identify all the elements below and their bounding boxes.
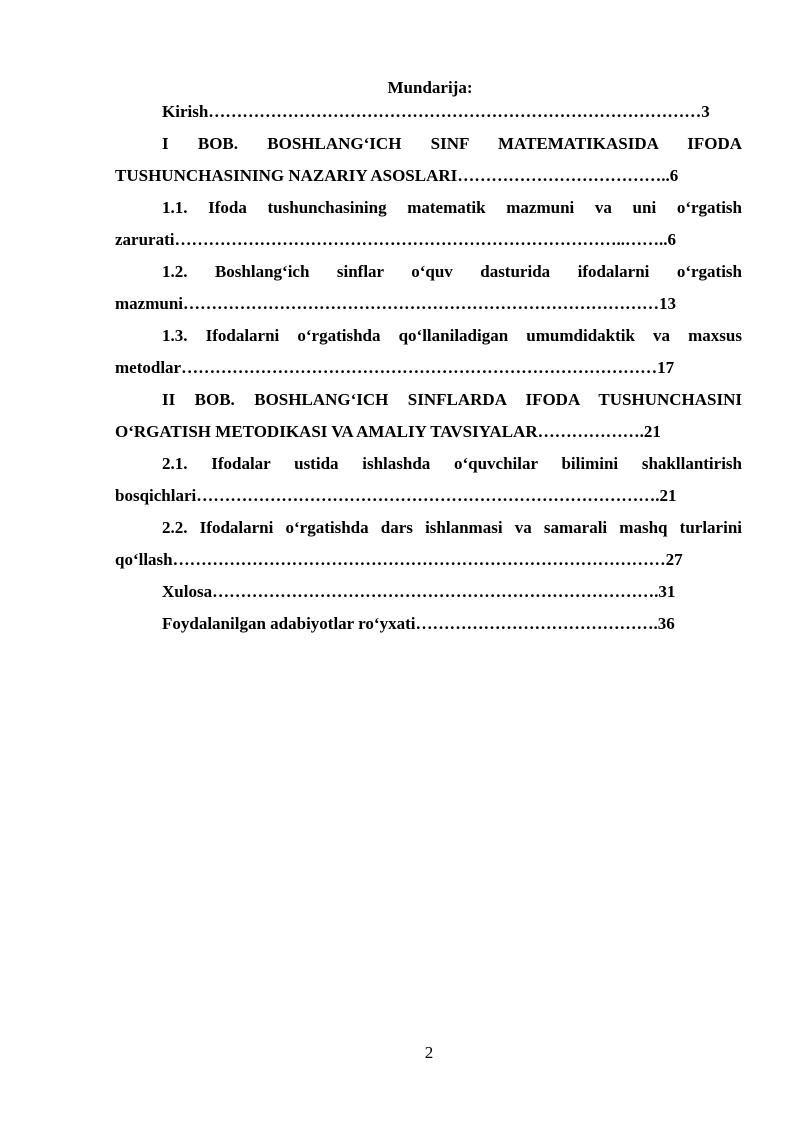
page-number: 2 [424, 1043, 434, 1062]
toc-entry-section-2-2: 2.2. Ifodalarni o‘rgatishda dars ishlanmasi va samarali mashq turlarini qo‘llash……………………………………………………………………………27 [115, 518, 742, 569]
toc-entry-chapter-2: II BOB. BOSHLANG‘ICH SINFLARDA IFODA TUSHUNCHASINI O‘RGATISH METODIKASI VA AMALIY TAVSIYALAR……………….21 [115, 390, 742, 441]
toc-entry-xulosa: Xulosa…………………………………………………………………….31 [162, 582, 676, 601]
toc-entry-section-1-1: 1.1. Ifoda tushunchasining matematik mazmuni va uni o‘rgatish zarurati……………………………………………………………………..……..6 [115, 198, 742, 249]
toc-entry-section-1-2: 1.2. Boshlang‘ich sinflar o‘quv dasturida ifodalarni o‘rgatish mazmuni…………………………………………………………………………13 [115, 262, 742, 313]
toc-entry-section-1-3: 1.3. Ifodalarni o‘rgatishda qo‘llaniladigan umumdidaktik va maxsus metodlar…………………………………………………………………………17 [115, 326, 742, 377]
table-of-contents [115, 96, 742, 640]
toc-entry-kirish: Kirish……………………………………………………………………………3 [162, 102, 710, 121]
toc-entry-adabiyotlar: Foydalanilgan adabiyotlar ro‘yxati…………………………………….36 [162, 614, 675, 633]
toc-entry-chapter-1: I BOB. BOSHLANG‘ICH SINF MATEMATIKASIDA IFODA TUSHUNCHASINING NAZARIY ASOSLARI………………………………..6 [115, 134, 742, 185]
toc-entry-section-2-1: 2.1. Ifodalar ustida ishlashda o‘quvchilar bilimini shakllantirish bosqichlari……………………………………………………………………….21 [115, 454, 742, 505]
toc-title: Mundarija: [387, 78, 473, 97]
